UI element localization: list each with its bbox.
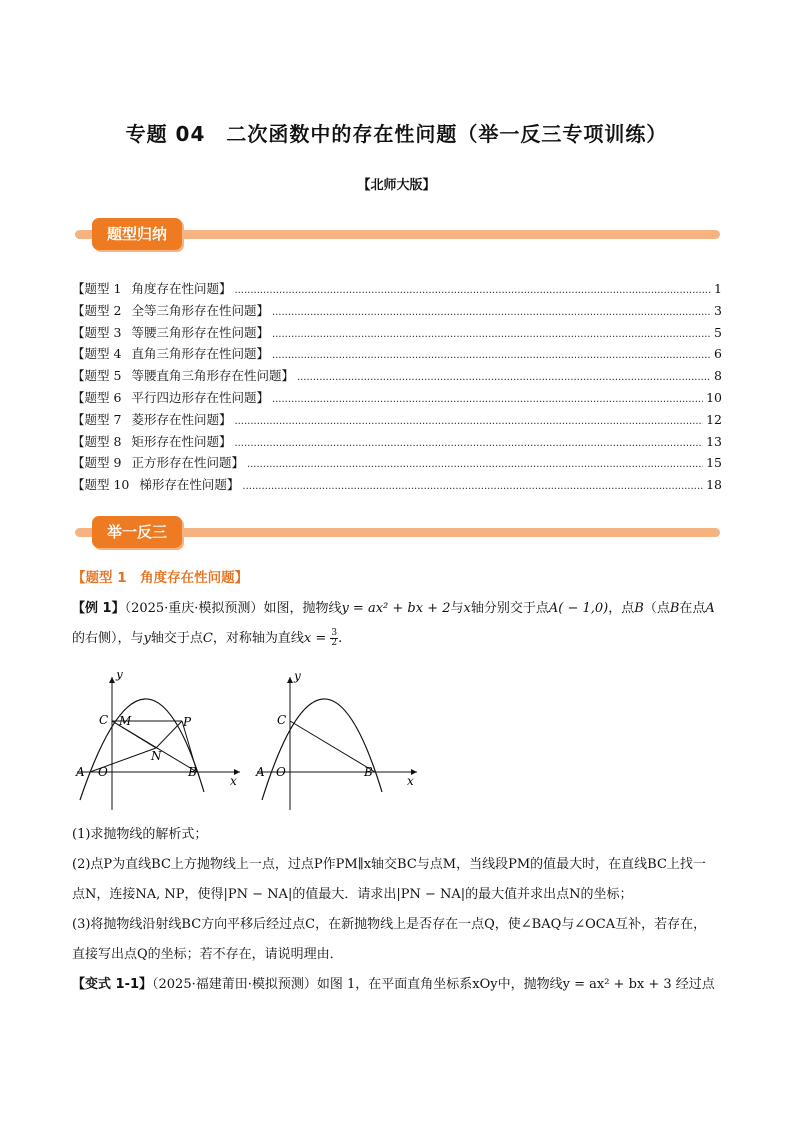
page-title: 专题 04 二次函数中的存在性问题（举一反三专项训练） xyxy=(125,122,668,146)
toc-item[interactable]: 【题型 5 等腰直角三角形存在性问题】 ..... 8 xyxy=(72,365,722,387)
point-label-p: P xyxy=(183,715,192,729)
point-label-a: A xyxy=(256,765,265,779)
point-label-o: O xyxy=(276,765,286,779)
variant-tag: 【变式 1-1】 xyxy=(72,977,153,992)
toc-item[interactable]: 【题型 7 菱形存在性问题】 ..... 12 xyxy=(72,409,722,431)
y-axis-label: y xyxy=(116,672,123,681)
x-axis-label: x xyxy=(230,774,237,788)
table-of-contents xyxy=(72,278,722,496)
toc-item[interactable]: 【题型 4 直角三角形存在性问题】 ..... 6 xyxy=(72,343,722,365)
figure-1 xyxy=(72,672,244,814)
point-label-o: O xyxy=(98,765,108,779)
question-3-line2: 直接写出点Q的坐标；若不存在，请说明理由． xyxy=(72,947,343,962)
toc-item[interactable]: 【题型 8 矩形存在性问题】 ..... 13 xyxy=(72,431,722,453)
point-label-c: C xyxy=(99,713,109,727)
toc-item[interactable]: 【题型 1 角度存在性问题】 ..... 1 xyxy=(72,278,722,300)
example1-line1: 【例 1】（2025·重庆·模拟预测）如图，抛物线y = ax² + bx + 2与x轴分别交于点A( − 1,0)，点B（点B在点A xyxy=(72,601,715,616)
toc-item[interactable]: 【题型 2 全等三角形存在性问题】 ..... 3 xyxy=(72,300,722,322)
question-3-line1: (3)将抛物线沿射线BC方向平移后经过点C，在新抛物线上是否存在一点Q，使∠BAQ与∠OCA互补，若存在， xyxy=(72,917,707,932)
banner-label: 题型归纳 xyxy=(92,218,182,250)
point-label-n: N xyxy=(151,749,162,763)
question-2-line1: (2)点P为直线BC上方抛物线上一点，过点P作PM∥x轴交BC与点M，当线段PM的值最大时，在直线BC上找一 xyxy=(72,857,706,872)
question-1: (1)求抛物线的解析式； xyxy=(72,827,208,842)
toc-item[interactable]: 【题型 3 等腰三角形存在性问题】 ..... 5 xyxy=(72,322,722,344)
edition-label: 【北师大版】 xyxy=(357,178,436,193)
figure-2 xyxy=(252,672,424,814)
example1-line2: 的右侧），与y轴交于点C，对称轴为直线x = $\frac{3}{2}$ . xyxy=(72,628,343,648)
x-axis-label: x xyxy=(407,774,414,788)
y-axis-label: y xyxy=(294,672,301,683)
section-banner-practice xyxy=(75,516,720,550)
fraction-3-2: $\frac{3}{2}$ xyxy=(331,628,338,648)
point-label-c: C xyxy=(277,713,287,727)
type1-heading: 【题型 1 角度存在性问题】 xyxy=(72,570,249,586)
point-label-b: B xyxy=(364,765,373,779)
example-tag: 【例 1】 xyxy=(72,601,125,616)
banner-label: 举一反三 xyxy=(92,516,182,548)
toc-item[interactable]: 【题型 9 正方形存在性问题】 ..... 15 xyxy=(72,452,722,474)
section-banner-types xyxy=(75,218,720,252)
variant-1-1: 【变式 1-1】（2025·福建莆田·模拟预测）如图 1，在平面直角坐标系xOy中，抛物线y = ax² + bx + 3 经过点 xyxy=(72,977,715,992)
question-2-line2: 点N，连接NA, NP，使得|PN − NA|的值最大．请求出|PN − NA|的最大值并求出点N的坐标； xyxy=(72,887,633,902)
example1-text xyxy=(72,594,722,654)
questions xyxy=(72,820,722,1000)
toc-item[interactable]: 【题型 10 梯形存在性问题】 ..... 18 xyxy=(72,474,722,496)
point-label-a: A xyxy=(76,765,85,779)
point-label-m: M xyxy=(119,714,132,728)
toc-item[interactable]: 【题型 6 平行四边形存在性问题】 ..... 10 xyxy=(72,387,722,409)
point-label-b: B xyxy=(188,765,197,779)
